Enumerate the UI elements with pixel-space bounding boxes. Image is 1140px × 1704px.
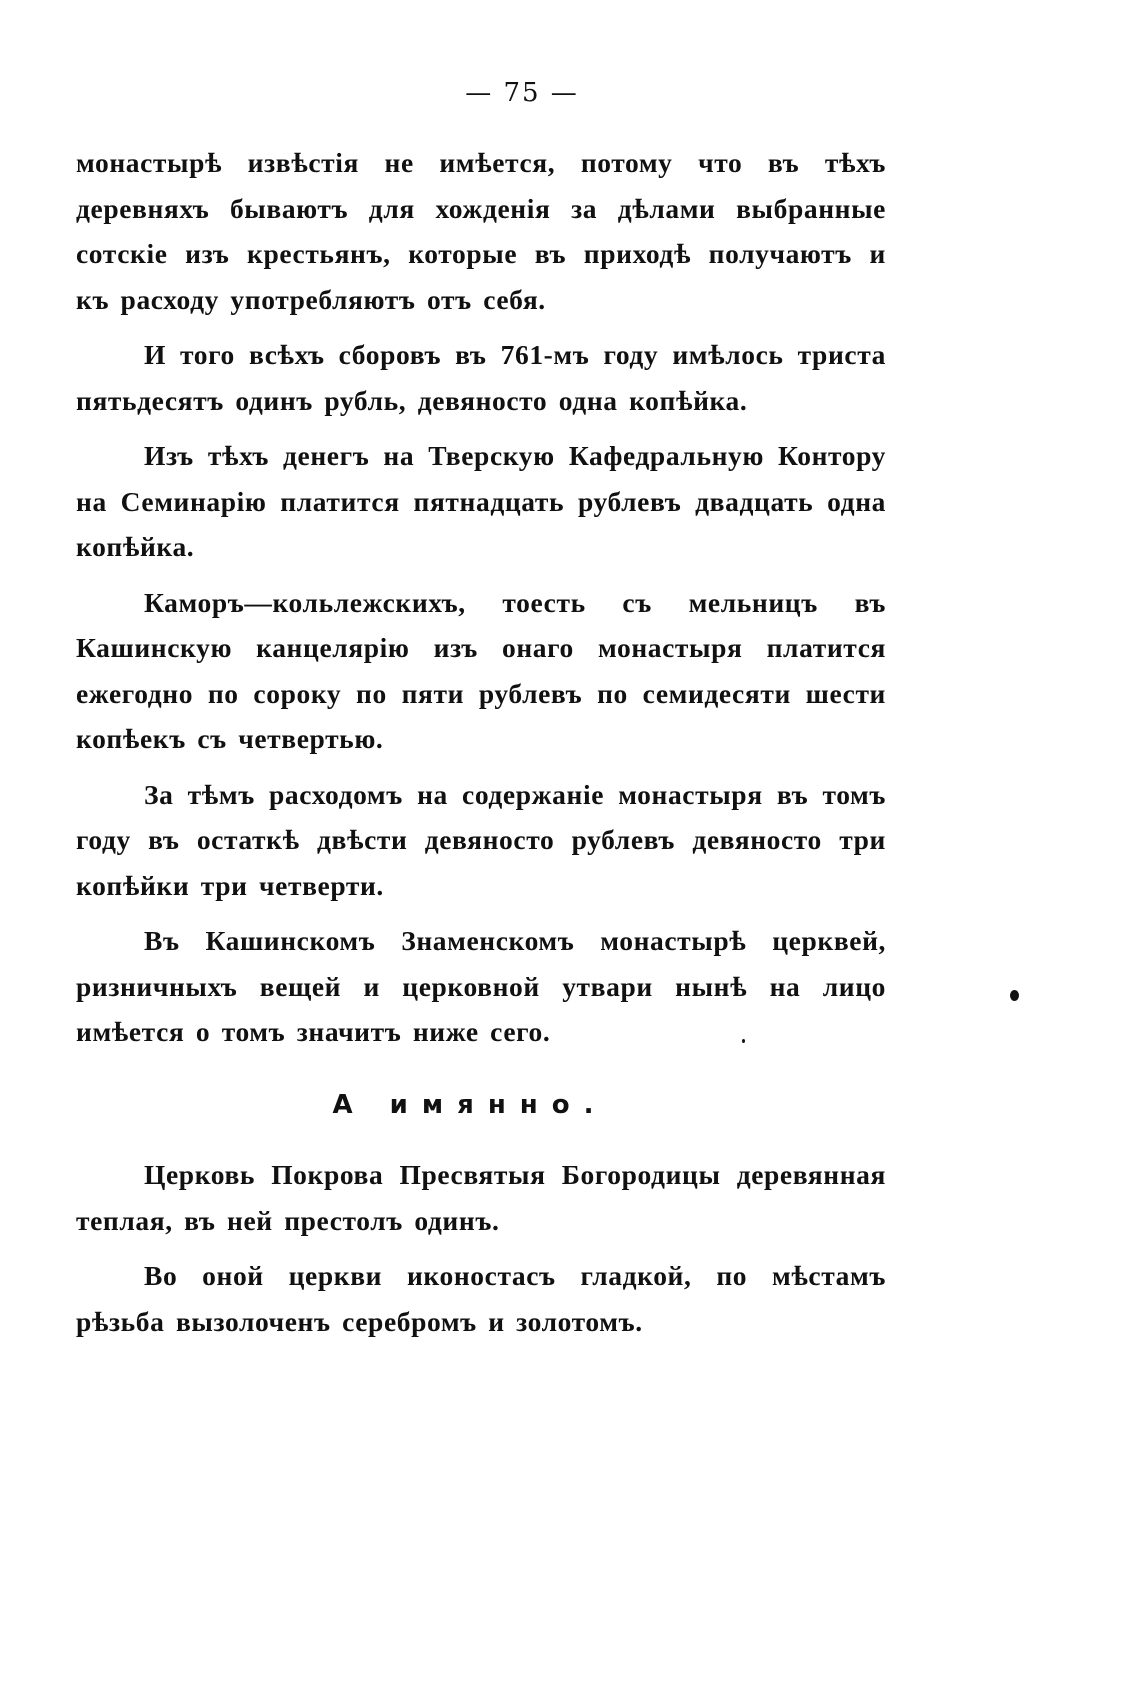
paragraph-remainder: За тѣмъ расходомъ на содержаніе монастыря въ томъ году въ остаткѣ двѣсти девяносто рублевъ девяносто три копѣйки три четверти. [76,778,886,901]
print-speck [1010,990,1019,1001]
paragraph-church-description: Церковь Покрова Пресвятыя Богородицы деревянная теплая, въ ней престолъ одинъ. [76,1159,886,1236]
page-number: — 75 — [465,78,579,108]
main-text [76,140,886,1055]
paragraph-total-collections: И того всѣхъ сборовъ въ 761-мъ году имѣлось триста пятьдесятъ одинъ рубль, девяносто одна копѣйка. [76,339,886,416]
paragraph-continuation: монастырѣ извѣстія не имѣется, потому что въ тѣхъ деревняхъ бываютъ для хожденія за дѣлами выбранные сотскіе изъ крестьянъ, которые въ приходѣ получаютъ и къ расходу употребляютъ отъ себя. [76,147,886,315]
paragraph-iconostasis-description: Во оной церкви иконостасъ гладкой, по мѣстамъ рѣзьба вызолоченъ серебромъ и золотомъ. [76,1260,886,1337]
section-heading: А имянно. [332,1090,608,1120]
paragraph-inventory-intro: Въ Кашинскомъ Знаменскомъ монастырѣ церквей, ризничныхъ вещей и церковной утвари нынѣ на лицо имѣется о томъ значитъ ниже сего. [76,925,886,1047]
paragraph-mill-payment: Каморъ—кольлежскихъ, тоесть съ мельницъ въ Кашинскую канцелярію изъ онаго монастыря платится ежегодно по сороку по пяти рублевъ по семидесяти шести копѣекъ съ четвертью. [76,586,886,754]
inventory-text [76,1152,886,1344]
print-speck [742,1039,745,1043]
paragraph-seminary-payment: Изъ тѣхъ денегъ на Тверскую Кафедральную Контору на Семинарію платится пятнадцать рублевъ двадцать одна копѣйка. [76,440,886,562]
